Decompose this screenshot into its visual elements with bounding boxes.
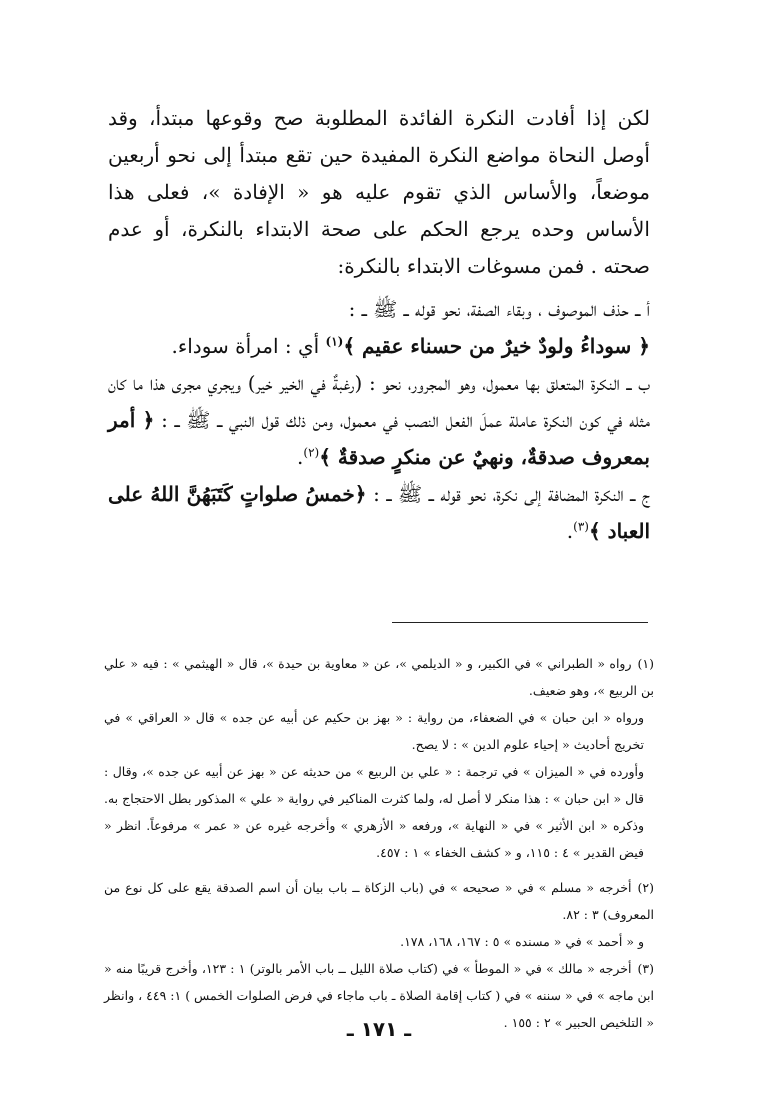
footnote-3-text: أخرجه « مالك » في « الموطأ » في (كتاب صلاة الليل ــ باب الأمر بالوتر) ١ : ١٢٣، وأخرج قريبًا منه « ابن ماجه » في « سننه » في ( كتاب إقامة الصلاة ـ باب ماجاء في فرض الصلوات الخمس ) ١: ٤٤٩ ، وانظر « التلخيص الحبير » ٢ : ١٥٥ . (104, 961, 655, 1030)
footnote-1 (104, 650, 654, 704)
footnote-ref-3: (٣) (573, 519, 589, 534)
item-c-text: ج ــ النكرة المضافة إلى نكرة، نحو قوله ــ ﷺ ــ : (373, 482, 650, 506)
footnote-3-number: (٣) (637, 961, 654, 976)
footnote-2-text: أخرجه « مسلم » في « صحيحه » في (باب الزكاة ــ باب بيان أن اسم الصدقة يقع على كل نوع من المعروف) ٣ : ٨٢. (104, 880, 654, 922)
footnotes (104, 650, 654, 1036)
item-c-quote: ﴿خمسُ صلواتٍ كَتَبَهُنَّ اللهُ على العباد ﴾ (108, 482, 650, 543)
item-a-tail: أي : امرأة سوداء. (171, 334, 326, 358)
footnote-ref-2: (٢) (303, 445, 320, 460)
item-b-text: ب ــ النكرة المتعلق بها معمول، وهو المجرور، نحو : (رغبةٌ في الخير خير) ويجري مجرى هذا ما كان مثله في كون النكرة عاملة عملَ الفعل النصب في معمول، ومن ذلك قول النبي ــ ﷺ ــ : (108, 371, 650, 432)
item-b-tail: . (297, 445, 304, 469)
item-b-quote: ﴿ أمر بمعروف صدقةٌ، ونهيٌ عن منكرٍ صدقةٌ ﴾ (108, 408, 650, 469)
footnote-divider (392, 622, 648, 623)
item-c (108, 476, 650, 550)
item-a-quote: ﴿ سوداءُ ولودٌ خيرٌ من حسناء عقيم ﴾ (343, 334, 650, 358)
main-text (108, 100, 650, 550)
item-a (108, 291, 650, 365)
footnote-2-number: (٢) (637, 880, 654, 895)
intro-paragraph: لكن إذا أفادت النكرة الفائدة المطلوبة صح وقوعها مبتدأ، وقد أوصل النحاة مواضع النكرة المفيدة حين تقع مبتدأ إلى نحو أربعين موضعاً، والأساس الذي تقوم عليه هو « الإفادة »، فعلى هذا الأساس وحده يرجع الحكم على صحة الابتداء بالنكرة، أو عدم صحته . فمن مسوغات الابتداء بالنكرة: (108, 106, 650, 278)
footnote-2 (104, 874, 654, 928)
item-a-quote-line (108, 328, 650, 365)
page-number: ـ ١٧١ ـ (346, 1017, 412, 1041)
footnote-1-para-3: وأورده في « الميزان » في ترجمة : « علي بن الربيع » من حديثه عن « بهز عن أبيه عن جده »، وقال : قال « ابن حبان » : هذا منكر لا أصل له، ولما كثرت المناكير في رواية « علي » المذكور بطل الاحتجاج به. وذكره « ابن الأثير » في « النهاية »، ورفعه « الأزهري » وأخرجه غيره عن « عمر » مرفوعاً. انظر « فيض القدير » ٤ : ١١٥، و « كشف الخفاء » ١ : ٤٥٧. (104, 764, 644, 860)
item-c-tail: . (566, 519, 574, 543)
footnote-2-para-2: و « أحمد » في « مسنده » ٥ : ١٦٧، ١٦٨، ١٧٨. (400, 934, 644, 949)
item-a-text: أ ــ حذف الموصوف ، وبقاء الصفة، نحو قوله ــ ﷺ ــ : (348, 297, 650, 321)
item-b (108, 365, 650, 476)
footnote-1-number: (١) (637, 656, 654, 671)
footnote-1-para-2: ورواه « ابن حبان » في الضعفاء، من رواية : « بهز بن حكيم عن أبيه عن جده » قال « العراقي » في تخريج أحاديث « إحياء علوم الدين » : لا يصح. (104, 710, 644, 752)
footnote-ref-1: (١) (325, 334, 344, 349)
footnote-1-text: رواه « الطبراني » في الكبير، و « الديلمي »، عن « معاوية بن حيدة »، قال « الهيثمي » : فيه « علي بن الربيع »، وهو ضعيف. (104, 656, 654, 698)
